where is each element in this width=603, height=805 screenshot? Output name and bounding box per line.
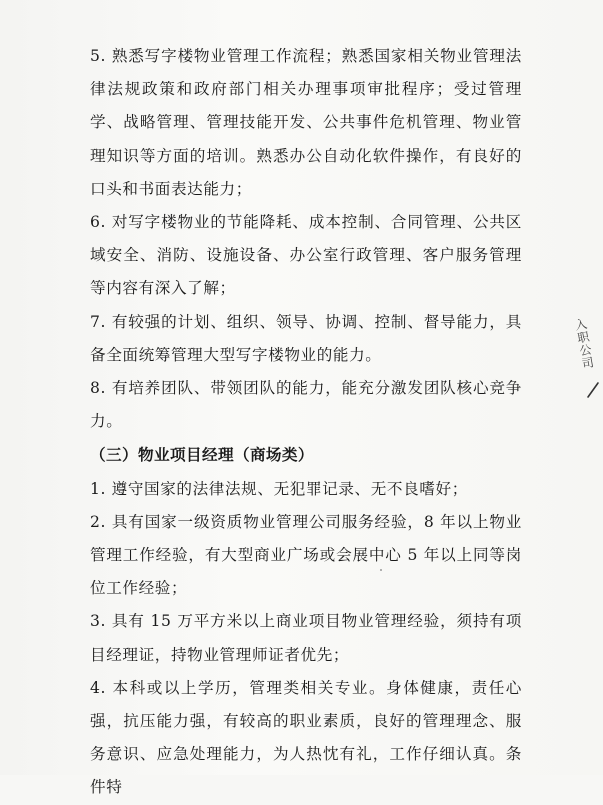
section-item-3: 3. 具有 15 万平方米以上商业项目物业管理经验，须持有项目经理证，持物业管理师证者优先； bbox=[90, 612, 522, 664]
document-body bbox=[90, 40, 522, 805]
section-item-2: 2. 具有国家一级资质物业管理公司服务经验，8 年以上物业管理工作经验，有大型商业广场或会展中心 5 年以上同等岗位工作经验； bbox=[90, 512, 522, 598]
scan-speck bbox=[380, 569, 382, 571]
paragraph-item-7: 7. 有较强的计划、组织、领导、协调、控制、督导能力，具备全面统筹管理大型写字楼物业的能力。 bbox=[90, 312, 522, 364]
paragraph-item-8: 8. 有培养团队、带领团队的能力，能充分激发团队核心竞争力。 bbox=[90, 379, 522, 431]
section-heading-text: （三）物业项目经理（商场类） bbox=[90, 445, 314, 465]
paragraph-item-6: 6. 对写字楼物业的节能降耗、成本控制、合同管理、公共区域安全、消防、设施设备、办公室行政管理、客户服务管理等内容有深入了解； bbox=[90, 213, 522, 298]
margin-mark-icon bbox=[586, 381, 600, 399]
section-heading bbox=[90, 438, 522, 472]
margin-handwritten-note: 入职公司 bbox=[572, 317, 596, 371]
paragraph-item-5: 5. 熟悉写字楼物业管理工作流程；熟悉国家相关物业管理法律法规政策和政府部门相关办理事项审批程序；受过管理学、战略管理、管理技能开发、公共事件危机管理、物业管理知识等方面的培训。熟悉办公自动化软件操作，有良好的口头和书面表达能力； bbox=[90, 47, 522, 198]
section-item-1: 1. 遵守国家的法律法规、无犯罪记录、无不良嗜好； bbox=[90, 479, 468, 498]
section-item-4: 4. 本科或以上学历，管理类相关专业。身体健康，责任心强，抗压能力强，有较高的职业素质，良好的管理理念、服务意识、应急处理能力，为人热忱有礼，工作仔细认真。条件特 bbox=[90, 678, 522, 797]
